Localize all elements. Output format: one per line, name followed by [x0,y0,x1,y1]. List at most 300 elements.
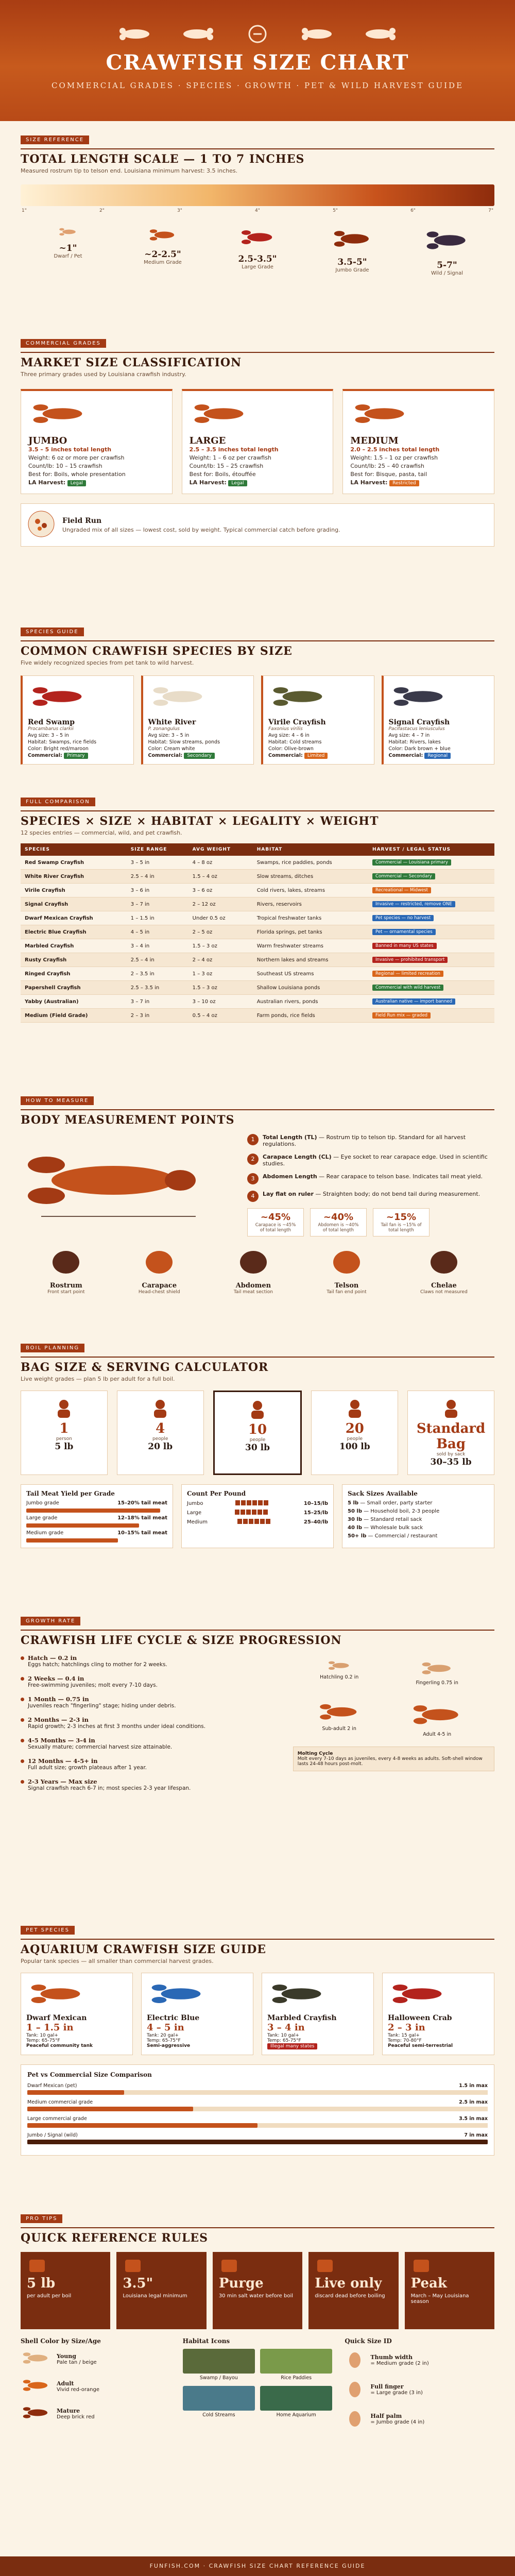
pot-icon [239,25,276,43]
comparison-labels [27,2116,488,2122]
divider [21,2227,494,2228]
ratio-text: Carapace is ~45% of total length [255,1223,296,1233]
crawfish-icon [28,398,165,431]
part-desc: Tail meat section [233,1290,273,1295]
life-cycle-steps [21,1654,283,1799]
status-cell [368,981,494,995]
count-value: 25–40/lb [303,1519,328,1525]
table-cell: 1.5 – 3 oz [188,939,253,953]
shell-color-column [21,2337,170,2437]
aquarium-card [141,1973,253,2055]
tip-text: Louisiana legal minimum [123,2293,187,2299]
table-cell: 2 – 4 oz [188,953,253,967]
tip-text: March – May Louisiana season [410,2293,469,2304]
part-name: Carapace [142,1282,177,1290]
life-step [21,1737,283,1750]
table-cell: 2.5 – 3.5 in [127,981,188,995]
aquarium-temperament: Illegal many states [267,2043,317,2049]
comparison-track [27,2107,488,2111]
bag-unit: people [152,1436,168,1442]
size-value: 5-7" [437,260,457,270]
crawfish-icon [32,226,104,240]
table-cell: 3 – 4 in [127,939,188,953]
habitat-item [260,2349,332,2381]
comparison-row [27,2116,488,2128]
yield-value: 12–18% tail meat [117,1515,167,1521]
commercial-label: Commercial: [148,753,183,758]
species-cell: Electric Blue Crayfish [21,925,127,939]
comparison-labels [27,2099,488,2105]
body-part [234,1247,273,1295]
sack-size: 5 lb [348,1500,359,1506]
people-icon [218,1399,298,1422]
life-stage-card [391,1654,484,1690]
commercial-label: Commercial: [268,753,303,758]
aquarium-size: 1 – 1.5 in [26,2022,74,2033]
section-title: QUICK REFERENCE RULES [21,2231,209,2245]
sack-desc: — Household boil, 2-3 people [362,1509,440,1514]
crawfish-icon [389,681,489,714]
body-part-icon [47,1247,84,1280]
step-title: 2-3 Years — Max size [28,1778,97,1785]
grade-size: 2.5 – 3.5 inches total length [189,446,279,453]
crawfish-icon [268,681,369,714]
table-cell: 2 – 3.5 in [127,967,188,981]
section-desc: Measured rostrum tip to telson end. Louisiana minimum harvest: 3.5 inches. [21,167,238,174]
status-badge: Pet — ornamental species [372,929,436,935]
bag-option[interactable] [407,1391,494,1475]
table-row [21,870,494,884]
life-step [21,1716,283,1730]
table-row [21,1009,494,1023]
crawfish-icon [28,681,128,714]
crawfish-icon [300,25,337,43]
species-color: Color: Olive-brown [268,746,314,752]
bag-option[interactable] [117,1391,204,1475]
section-tag: SPECIES GUIDE [21,628,84,636]
life-stage-card [293,1654,386,1690]
species-cell: Virile Crayfish [21,884,127,897]
section-desc: Popular tank species — all smaller than commercial harvest grades. [21,1958,214,1964]
ratio-box [373,1208,430,1236]
species-cell: Dwarf Mexican Crayfish [21,911,127,925]
yield-row [26,1500,167,1506]
part-desc: Claws not measured [420,1290,468,1295]
yield-grade: Large grade [26,1515,58,1521]
comparison-labels [27,2132,488,2138]
step-desc: Signal crawfish reach 6-7 in; most species 2-3 year lifespan. [28,1785,191,1791]
how-to-measure-section [0,1082,515,1329]
table-cell: 1 – 1.5 in [127,911,188,925]
count-value: 15–25/lb [303,1510,328,1516]
field-run-card [21,503,494,547]
species-cell: Red Swamp Crayfish [21,856,127,870]
step-desc: Juveniles reach "fingerling" stage; hiding under debris. [28,1703,176,1709]
comparison-value: 3.5 in max [459,2116,488,2122]
body-part-icon [139,1247,180,1280]
status-badge: Pet species — no harvest [372,915,434,921]
status-badge: Australian native — import banned [372,998,455,1005]
pro-tips-section [0,2200,515,2514]
tip-icon [411,2258,488,2276]
ratio-box [310,1208,367,1236]
tip-value: Peak [410,2276,447,2291]
divider [21,640,494,641]
commercial-grades-section [0,325,515,613]
scale-tick-label: 6" [410,208,416,213]
shell-color: Pale tan / beige [57,2359,97,2365]
sack-row [348,1533,489,1539]
grade-name: LARGE [189,435,226,446]
species-habitat: Habitat: Slow streams, ponds [148,739,220,745]
status-badge: Legal [228,480,247,486]
species-cards [21,675,494,765]
size-item [32,226,104,276]
table-cell: 2.5 – 4 in [127,870,188,884]
table-cell: 4 – 8 oz [188,856,253,870]
growth-rate-section [0,1602,515,1911]
species-scientific: Faxonius virilis [268,726,303,732]
count-grade: Large [187,1510,202,1516]
scale-tick-label: 2" [99,208,105,213]
aquarium-temp: Temp: 70-80°F [388,2038,422,2043]
scale-tick-label: 5" [333,208,338,213]
table-row [21,925,494,939]
table-cell: 2 – 12 oz [188,897,253,911]
point-number: 4 [247,1191,259,1202]
crawfish-icon [190,398,326,431]
sack-row [348,1517,489,1522]
people-icon [411,1398,491,1421]
life-stage-card [293,1695,386,1742]
table-cell: 3 – 7 in [127,995,188,1009]
section-title: COMMON CRAWFISH SPECIES BY SIZE [21,645,293,658]
table-cell: Slow streams, ditches [253,870,368,884]
species-card [382,675,495,765]
quick-id-title: Quick Size ID [345,2337,392,2345]
life-step [21,1757,283,1771]
shell-text [57,2353,97,2365]
yield-row [26,1530,167,1536]
point-text [263,1134,494,1147]
quick-title: Full finger [370,2383,404,2390]
header-icons [0,0,515,43]
ratio-value: ~45% [260,1212,291,1223]
people-icon [315,1398,394,1421]
grade-size: 2.0 – 2.5 inches total length [350,446,440,453]
tip-value: Live only [315,2276,382,2291]
part-name: Telson [334,1282,359,1290]
sack-row [348,1500,489,1506]
status-cell [368,870,494,884]
scale-tick-label: 7" [488,208,493,213]
sack-size: 50+ lb [348,1533,367,1539]
table-cell: 3 – 6 oz [188,884,253,897]
species-commercial [268,753,369,759]
part-desc: Front start point [47,1290,85,1295]
column-header: SIZE RANGE [127,843,188,856]
step-title: 2 Months — 2-3 in [28,1716,89,1723]
quick-id-item [345,2408,494,2430]
step-title: 2 Weeks — 0.4 in [28,1675,84,1682]
sack-size: 30 lb [348,1517,362,1522]
divider [21,148,494,149]
ratio-boxes [247,1208,494,1236]
crawfish-icon [148,681,249,714]
species-avg: Avg size: 4 – 7 in [388,733,430,738]
section-desc: Three primary grades used by Louisiana crawfish industry. [21,371,186,378]
aquarium-size: 2 – 3 in [388,2022,425,2033]
crawfish-icon [26,1978,127,2011]
bag-weight: 5 lb [55,1442,74,1452]
comparison-label: Medium commercial grade [27,2099,93,2105]
species-color: Color: Cream white [148,746,195,752]
grade-card [182,389,334,494]
step-desc: Eggs hatch; hatchlings cling to mother for 2 weeks. [28,1662,167,1668]
grade-best: Best for: Boils, étouffée [189,471,256,478]
table-cell: 3 – 6 in [127,884,188,897]
section-title: TOTAL LENGTH SCALE — 1 TO 7 INCHES [21,152,305,166]
grade-best: Best for: Boils, whole presentation [28,471,126,478]
status-badge: Invasive — restricted, remove ONE [372,901,455,907]
species-cell: White River Crayfish [21,870,127,884]
stage-label: Sub-adult 2 in [322,1726,356,1732]
ratio-text: Tail fan is ~15% of total length [381,1223,422,1233]
bag-count: Standard Bag [416,1421,486,1452]
quick-title: Thumb width [370,2353,413,2361]
crawfish-icon [350,398,487,431]
comparison-track [27,2090,488,2095]
comparison-label: Dwarf Mexican (pet) [27,2083,77,2089]
table-row [21,939,494,953]
bag-count: 10 [248,1422,267,1437]
count-row [187,1510,328,1516]
point-number: 3 [247,1173,259,1184]
point-number: 1 [247,1134,259,1145]
comparison-track [27,2123,488,2128]
size-item [411,226,483,276]
species-habitat: Habitat: Cold streams [268,739,322,745]
table-cell: Tropical freshwater tanks [253,911,368,925]
comparison-table [21,843,494,1023]
bag-weight: 20 lb [148,1442,173,1452]
status-badge: Secondary [184,753,215,759]
quick-title: Half palm [370,2412,402,2419]
status-badge: Banned in many US states [372,943,436,949]
aquarium-temperament: Peaceful semi-terrestrial [388,2043,453,2048]
comparison-value: 1.5 in max [459,2083,488,2089]
crawfish-icon [293,1658,386,1674]
comparison-bar [27,2123,258,2128]
aquarium-card [21,1973,133,2055]
size-label: Large Grade [242,264,273,270]
table-cell: 4 – 5 in [127,925,188,939]
crawfish-icon [117,25,154,43]
table-cell: Shallow Louisiana ponds [253,981,368,995]
hand-icon [345,2349,365,2371]
aquarium-cards [21,1973,494,2055]
part-desc: Tail fan end point [327,1290,367,1295]
status-cell [368,856,494,870]
point-title: Abdomen Length [263,1173,317,1180]
bag-unit: people [347,1436,363,1442]
quick-desc: = Jumbo grade (4 in) [370,2419,425,2425]
comparison-value: 7 in max [464,2132,488,2138]
count-grade: Medium [187,1519,208,1525]
size-label: Dwarf / Pet [54,253,82,259]
point-text [263,1154,494,1167]
crawfish-icon [147,1978,248,2011]
table-cell: 1 – 3 oz [188,967,253,981]
bag-unit: person [56,1436,72,1442]
habitat-label: Cold Streams [202,2412,235,2418]
divider [21,1357,494,1358]
body-part [327,1247,366,1295]
habitat-column [183,2337,333,2437]
length-scale-bar [21,184,494,206]
bag-option[interactable] [311,1391,398,1475]
comparison-labels [27,2083,488,2089]
quick-desc: = Medium grade (2 in) [370,2360,429,2366]
grade-harvest [190,479,326,486]
habitat-item [183,2349,255,2381]
quick-id-item [345,2378,494,2400]
tip-card [21,2252,110,2329]
species-avg: Avg size: 4 – 6 in [268,733,310,738]
molting-title: Molting Cycle [297,1751,333,1756]
tip-text: 30 min salt water before boil [218,2293,294,2299]
table-cell: 3 – 7 in [127,897,188,911]
header [0,0,515,121]
scale-ticks [21,206,494,215]
section-title: MARKET SIZE CLASSIFICATION [21,356,242,369]
table-cell: Farm ponds, rice fields [253,1009,368,1023]
crawfish-icon [21,2376,52,2396]
aquarium-tank: Tank: 20 gal+ [147,2033,179,2038]
stage-label: Hatchling 0.2 in [320,1674,359,1680]
table-cell: Cold rivers, lakes, streams [253,884,368,897]
tip-card [405,2252,494,2329]
table-cell: Warm freshwater streams [253,939,368,953]
scale-tick-label: 1" [22,208,27,213]
status-badge: Field Run mix — graded [372,1012,431,1019]
section-tag: PRO TIPS [21,2214,62,2223]
grade-weight: Weight: 1.5 – 1 oz per crawfish [350,454,438,461]
size-label: Jumbo Grade [335,267,369,273]
size-row [21,226,494,276]
section-title: BAG SIZE & SERVING CALCULATOR [21,1361,269,1374]
habitat-item [183,2386,255,2418]
bag-option[interactable] [21,1391,108,1475]
step-desc: Rapid growth; 2-3 inches at first 3 months under ideal conditions. [28,1723,206,1730]
size-value: 2.5-3.5" [238,254,277,264]
crawfish-icon [360,25,398,43]
status-cell [368,925,494,939]
shell-color-title: Shell Color by Size/Age [21,2337,101,2345]
status-cell [368,953,494,967]
quick-id-item [345,2349,494,2371]
species-cell: Signal Crayfish [21,897,127,911]
species-card [21,675,134,765]
species-card [261,675,374,765]
table-row [21,856,494,870]
pet-vs-commercial-box [21,2064,494,2156]
measurement-point [247,1173,494,1184]
section-title: SPECIES × SIZE × HABITAT × LEGALITY × WEIGHT [21,815,379,828]
crawfish-diagram-icon [21,1134,237,1227]
size-item [127,226,199,276]
crawfish-mix-icon [27,510,55,540]
ratio-value: ~40% [323,1212,354,1223]
habitat-image [260,2349,332,2374]
section-title: CRAWFISH LIFE CYCLE & SIZE PROGRESSION [21,1634,342,1647]
tail-yield-box [21,1484,173,1548]
habitat-label: Home Aquarium [276,2412,316,2418]
grade-weight: Weight: 6 oz or more per crawfish [28,454,125,461]
status-cell [368,967,494,981]
status-badge: Recreational — Midwest [372,887,431,893]
bag-option[interactable] [213,1391,302,1475]
quick-text [370,2383,423,2396]
species-guide-section [0,613,515,783]
tip-icon [27,2258,104,2276]
body-part-icon [234,1247,273,1280]
comparison-bar [27,2107,193,2111]
point-desc: — Rear carapace to telson base. Indicates tail meat yield. [317,1173,483,1180]
bag-unit: people [249,1437,266,1443]
tip-card [213,2252,302,2329]
bag-unit: sold by sack [436,1452,466,1457]
harvest-label: LA Harvest: [28,479,66,486]
part-name: Chelae [431,1282,457,1290]
comparison-title: Pet vs Commercial Size Comparison [27,2071,152,2078]
part-name: Rostrum [49,1282,82,1290]
measurement-point [247,1191,494,1202]
size-value: ~1" [59,243,77,253]
aquarium-name: Electric Blue [147,2014,200,2022]
divider [21,810,494,811]
stage-label: Adult 4-5 in [423,1732,452,1737]
table-cell: 0.5 – 4 oz [188,1009,253,1023]
point-desc: — Rostrum tip to telson tip. Standard for all harvest regulations. [263,1134,466,1147]
commercial-label: Commercial: [28,753,62,758]
bag-calculator [21,1391,494,1475]
species-habitat: Habitat: Swamps, rice fields [28,739,97,745]
species-color: Color: Dark brown + blue [388,746,451,752]
species-scientific: Pacifastacus leniusculus [388,726,445,732]
body-part [139,1247,180,1295]
measurement-diagram [21,1134,237,1236]
yield-bar [26,1509,160,1513]
pet-species-section [0,1911,515,2200]
section-tag: PET SPECIES [21,1926,75,1935]
species-avg: Avg size: 3 – 5 in [28,733,69,738]
ratio-value: ~15% [386,1212,417,1223]
crawfish-icon [178,25,215,43]
people-icon [121,1398,200,1421]
sack-desc: — Wholesale bulk sack [362,1525,423,1531]
habitat-image [183,2386,255,2411]
yield-row [26,1515,167,1521]
aquarium-tank: Tank: 10 gal+ [267,2033,299,2038]
people-icon [24,1398,104,1421]
step-desc: Full adult size; growth plateaus after 1 year. [28,1765,147,1771]
species-color: Color: Bright red/maroon [28,746,89,752]
grade-count: Count/lb: 25 – 40 crawfish [350,463,424,469]
scale-tick-label: 3" [177,208,182,213]
page-subtitle: COMMERCIAL GRADES · SPECIES · GROWTH · PET & WILD HARVEST GUIDE [51,81,464,90]
species-avg: Avg size: 3 – 5 in [148,733,190,738]
